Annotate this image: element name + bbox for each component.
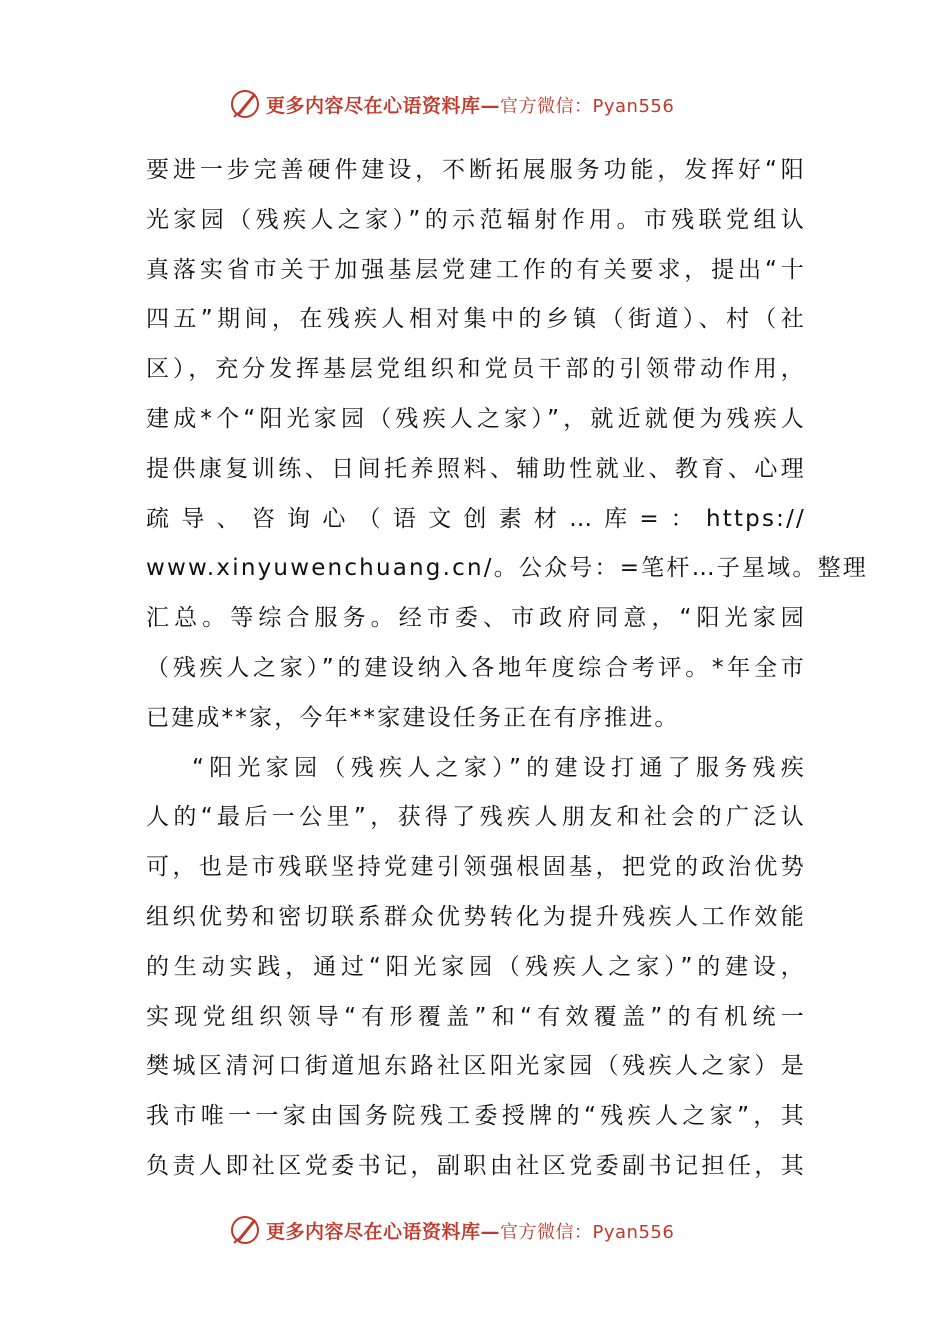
text-line: 可，也是市残联坚持党建引领强根固基，把党的政治优势 — [146, 854, 806, 881]
text-line: 负责人即社区党委书记，副职由社区党委副书记担任，其 — [146, 1152, 806, 1179]
text-line: 提供康复训练、日间托养照料、辅助性就业、教育、心理 — [146, 455, 806, 482]
banner-main-text: 更多内容尽在心语资料库— — [266, 94, 501, 117]
quill-logo-icon — [228, 1213, 262, 1247]
text-line: 樊城区清河口街道旭东路社区阳光家园（残疾人之家）是 — [146, 1053, 806, 1080]
banner-wechat-text: 官方微信：Pyan556 — [500, 95, 675, 117]
document-body — [146, 146, 868, 1192]
text-line: 建成*个“阳光家园（残疾人之家）”，就近就便为残疾人 — [146, 405, 806, 432]
text-line: 真落实省市关于加强基层党建工作的有关要求，提出“十 — [146, 256, 806, 283]
text-line: www.xinyuwenchuang.cn/。公众号：=笔杆…子星域。整理 — [146, 555, 868, 582]
banner-main-text: 更多内容尽在心语资料库— — [266, 1220, 501, 1243]
footer-banner — [228, 1212, 674, 1248]
text-line: 汇总。等综合服务。经市委、市政府同意，“阳光家园 — [146, 605, 806, 632]
quill-logo-icon — [228, 87, 262, 121]
banner-wechat-text: 官方微信：Pyan556 — [500, 1221, 675, 1243]
text-line: （残疾人之家）”的建设纳入各地年度综合考评。*年全市 — [146, 654, 806, 681]
text-line: 要进一步完善硬件建设，不断拓展服务功能，发挥好“阳 — [146, 157, 806, 183]
text-line: 光家园（残疾人之家）”的示范辐射作用。市残联党组认 — [146, 206, 806, 233]
text-line: 区），充分发挥基层党组织和党员干部的引领带动作用， — [146, 356, 806, 383]
text-line: “阳光家园（残疾人之家）”的建设打通了服务残疾 — [192, 754, 806, 781]
text-line: 疏 导 、 咨 询 心 （ 语 文 创 素 材 … 库 = ： https:// — [146, 505, 806, 532]
text-line: 四五”期间，在残疾人相对集中的乡镇（街道）、村（社 — [146, 306, 806, 333]
banner-title — [266, 1217, 674, 1244]
text-line: 组织优势和密切联系群众优势转化为提升残疾人工作效能 — [146, 903, 806, 930]
header-banner — [228, 86, 674, 122]
text-line: 我市唯一一家由国务院残工委授牌的“残疾人之家”，其 — [146, 1103, 806, 1130]
text-line: 实现党组织领导“有形覆盖”和“有效覆盖”的有机统一 — [146, 1003, 806, 1030]
text-line: 已建成**家，今年**家建设任务正在有序推进。 — [146, 704, 680, 731]
text-line: 人的“最后一公里”，获得了残疾人朋友和社会的广泛认 — [146, 804, 806, 831]
banner-title — [266, 91, 674, 118]
text-line: 的生动实践，通过“阳光家园（残疾人之家）”的建设， — [146, 953, 806, 980]
